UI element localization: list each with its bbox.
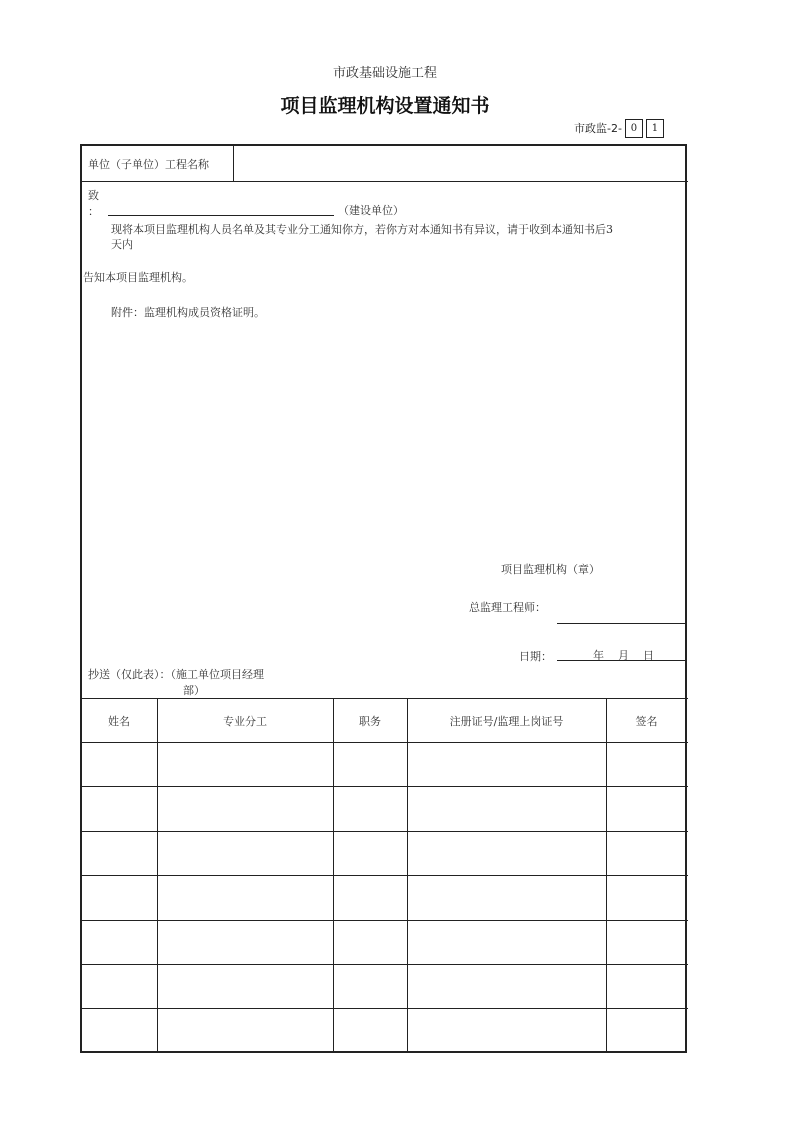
cell-certificate[interactable] [408, 876, 606, 920]
cell-signature[interactable] [607, 876, 687, 920]
table-top-border [80, 698, 688, 699]
seal-label: 项目监理机构（章） [501, 563, 600, 576]
date-year: 年 [593, 649, 604, 662]
cell-signature[interactable] [607, 832, 687, 875]
cell-signature[interactable] [607, 787, 687, 831]
cell-name[interactable] [81, 921, 157, 964]
cell-name[interactable] [81, 787, 157, 831]
form-code-digit-2: 1 [646, 119, 664, 138]
cell-certificate[interactable] [408, 743, 606, 786]
form-code-prefix: 市政监-2- [574, 122, 622, 135]
cell-specialty[interactable] [158, 832, 333, 875]
to-colon: ： [88, 205, 99, 218]
cc-line1: 抄送（仅此表）：（施工单位项目经理 [88, 668, 264, 681]
cell-position[interactable] [334, 965, 407, 1008]
date-month: 月 [618, 649, 629, 662]
header-position: 职务 [359, 715, 381, 728]
form-code [560, 118, 664, 138]
cell-certificate[interactable] [408, 965, 606, 1008]
date-label: 日期： [519, 650, 552, 663]
cell-position[interactable] [334, 787, 407, 831]
cell-certificate[interactable] [408, 787, 606, 831]
recipient-suffix: （建设单位） [338, 204, 404, 217]
form-code-digit-1: 0 [625, 119, 643, 138]
attachment-note: 附件：监理机构成员资格证明。 [111, 306, 265, 319]
cell-signature[interactable] [607, 965, 687, 1008]
header-certificate: 注册证号/监理上岗证号 [449, 715, 564, 728]
form-subtitle: 市政基础设施工程 [332, 66, 437, 81]
unit-name-label: 单位（子单位）工程名称 [88, 158, 209, 171]
chief-engineer-signature-field[interactable] [557, 623, 687, 624]
form-title: 项目监理机构设置通知书 [280, 95, 490, 117]
header-specialty: 专业分工 [223, 715, 267, 728]
cell-name[interactable] [81, 1009, 157, 1052]
cell-position[interactable] [334, 921, 407, 964]
date-day: 日 [643, 649, 654, 662]
chief-engineer-label: 总监理工程师： [469, 601, 546, 614]
cell-specialty[interactable] [158, 787, 333, 831]
cell-specialty[interactable] [158, 965, 333, 1008]
cell-signature[interactable] [607, 921, 687, 964]
notice-body-line2: 天内 [111, 238, 133, 251]
cell-name[interactable] [81, 965, 157, 1008]
cell-position[interactable] [334, 876, 407, 920]
unit-row-bottom [80, 181, 688, 182]
cell-position[interactable] [334, 743, 407, 786]
header-name: 姓名 [108, 715, 130, 728]
cell-certificate[interactable] [408, 921, 606, 964]
cell-certificate[interactable] [408, 1009, 606, 1052]
cell-certificate[interactable] [408, 832, 606, 875]
header-signature: 签名 [635, 715, 658, 728]
cell-specialty[interactable] [158, 921, 333, 964]
cell-name[interactable] [81, 743, 157, 786]
cell-position[interactable] [334, 832, 407, 875]
cell-signature[interactable] [607, 743, 687, 786]
recipient-field[interactable] [108, 215, 334, 216]
to-label: 致 [88, 189, 99, 202]
cell-name[interactable] [81, 832, 157, 875]
cell-position[interactable] [334, 1009, 407, 1052]
notice-body-line1: 现将本项目监理机构人员名单及其专业分工通知你方，若你方对本通知书有异议，请于收到本通知书后3 [111, 223, 613, 236]
cell-specialty[interactable] [158, 743, 333, 786]
cell-signature[interactable] [607, 1009, 687, 1052]
cell-name[interactable] [81, 876, 157, 920]
cc-line2: 部） [183, 684, 205, 697]
notice-body-line3: 告知本项目监理机构。 [83, 271, 193, 284]
cell-specialty[interactable] [158, 1009, 333, 1052]
cell-specialty[interactable] [158, 876, 333, 920]
unit-divider [233, 145, 234, 181]
